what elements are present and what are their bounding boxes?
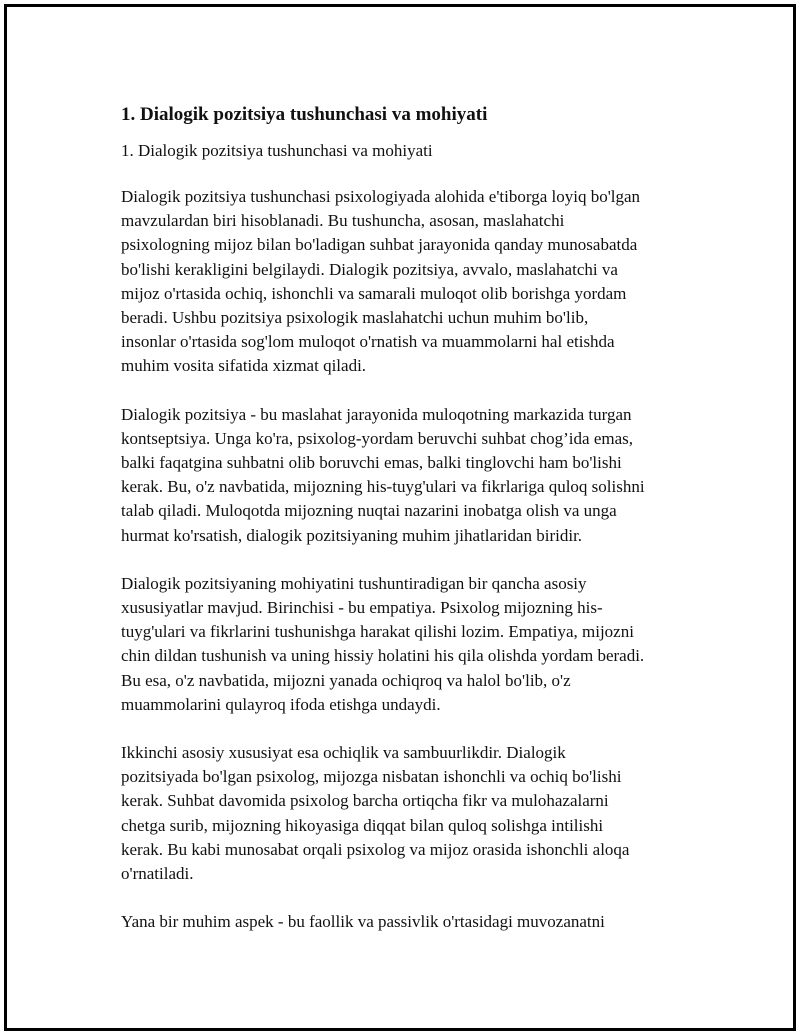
page-frame <box>4 4 796 1031</box>
section-subheading: 1. Dialogik pozitsiya tushunchasi va mohiyati <box>121 141 433 160</box>
paragraph-2: Dialogik pozitsiya - bu maslahat jarayonida muloqotning markazida turgan kontseptsiya. Unga ko'ra, psixolog-yordam beruvchi suhbat chog’ida emas, balki faqatgina suhbatni olib boruvchi emas, balki tinglovchi ham bo'lishi kerak. Bu, o'z navbatida, mijozning his-tuyg'ulari va fikrlariga quloq solishni talab qiladi. Muloqotda mijozning nuqtai nazarini inobatga olish va unga hurmat ko'rsatish, dialogik pozitsiyaning muhim jihatlaridan biridir. <box>121 404 645 545</box>
page-title: 1. Dialogik pozitsiya tushunchasi va mohiyati <box>121 104 488 125</box>
paragraph-4: Ikkinchi asosiy xususiyat esa ochiqlik va sambuurlikdir. Dialogik pozitsiyada bo'lgan psixolog, mijozga nisbatan ishonchli va ochiq bo'lishi kerak. Suhbat davomida psixolog barcha ortiqcha fikr va mulohazalarni chetga surib, mijozning hikoyasiga diqqat bilan quloq solishga intilishi kerak. Bu kabi munosabat orqali psixolog va mijoz orasida ishonchli aloqa o'rnatiladi. <box>121 743 630 884</box>
paragraph-3: Dialogik pozitsiyaning mohiyatini tushuntiradigan bir qancha asosiy xususiyatlar mavjud. Birinchisi - bu empatiya. Psixolog mijozning his- tuyg'ulari va fikrlarini tushunishga harakat qilishi lozim. Empatiya, mijozni chin dildan tushunish va uning hissiy holatini his qila olishda yordam beradi. Bu esa, o'z navbatida, mijozni yanada ochiqroq va halol bo'lib, o'z muammolarini qulayroq ifoda etishga undaydi. <box>121 573 645 714</box>
paragraph-1: Dialogik pozitsiya tushunchasi psixologiyada alohida e'tiborga loyiq bo'lgan mavzulardan biri hisoblanadi. Bu tushuncha, asosan, maslahatchi psixologning mijoz bilan bo'ladigan suhbat jarayonida qanday munosabatda bo'lishi kerakligini belgilaydi. Dialogik pozitsiya, avvalo, maslahatchi va mijoz o'rtasida ochiq, ishonchli va samarali muloqot olib borishga yordam beradi. Ushbu pozitsiya psixologik maslahatchi uchun muhim bo'lib, insonlar o'rtasida sog'lom muloqot o'rnatish va muammolarni hal etishda muhim vosita sifatida xizmat qiladi. <box>121 187 641 376</box>
paragraph-5: Yana bir muhim aspek - bu faollik va passivlik o'rtasidagi muvozanatni <box>121 912 605 932</box>
document-body <box>121 97 701 934</box>
